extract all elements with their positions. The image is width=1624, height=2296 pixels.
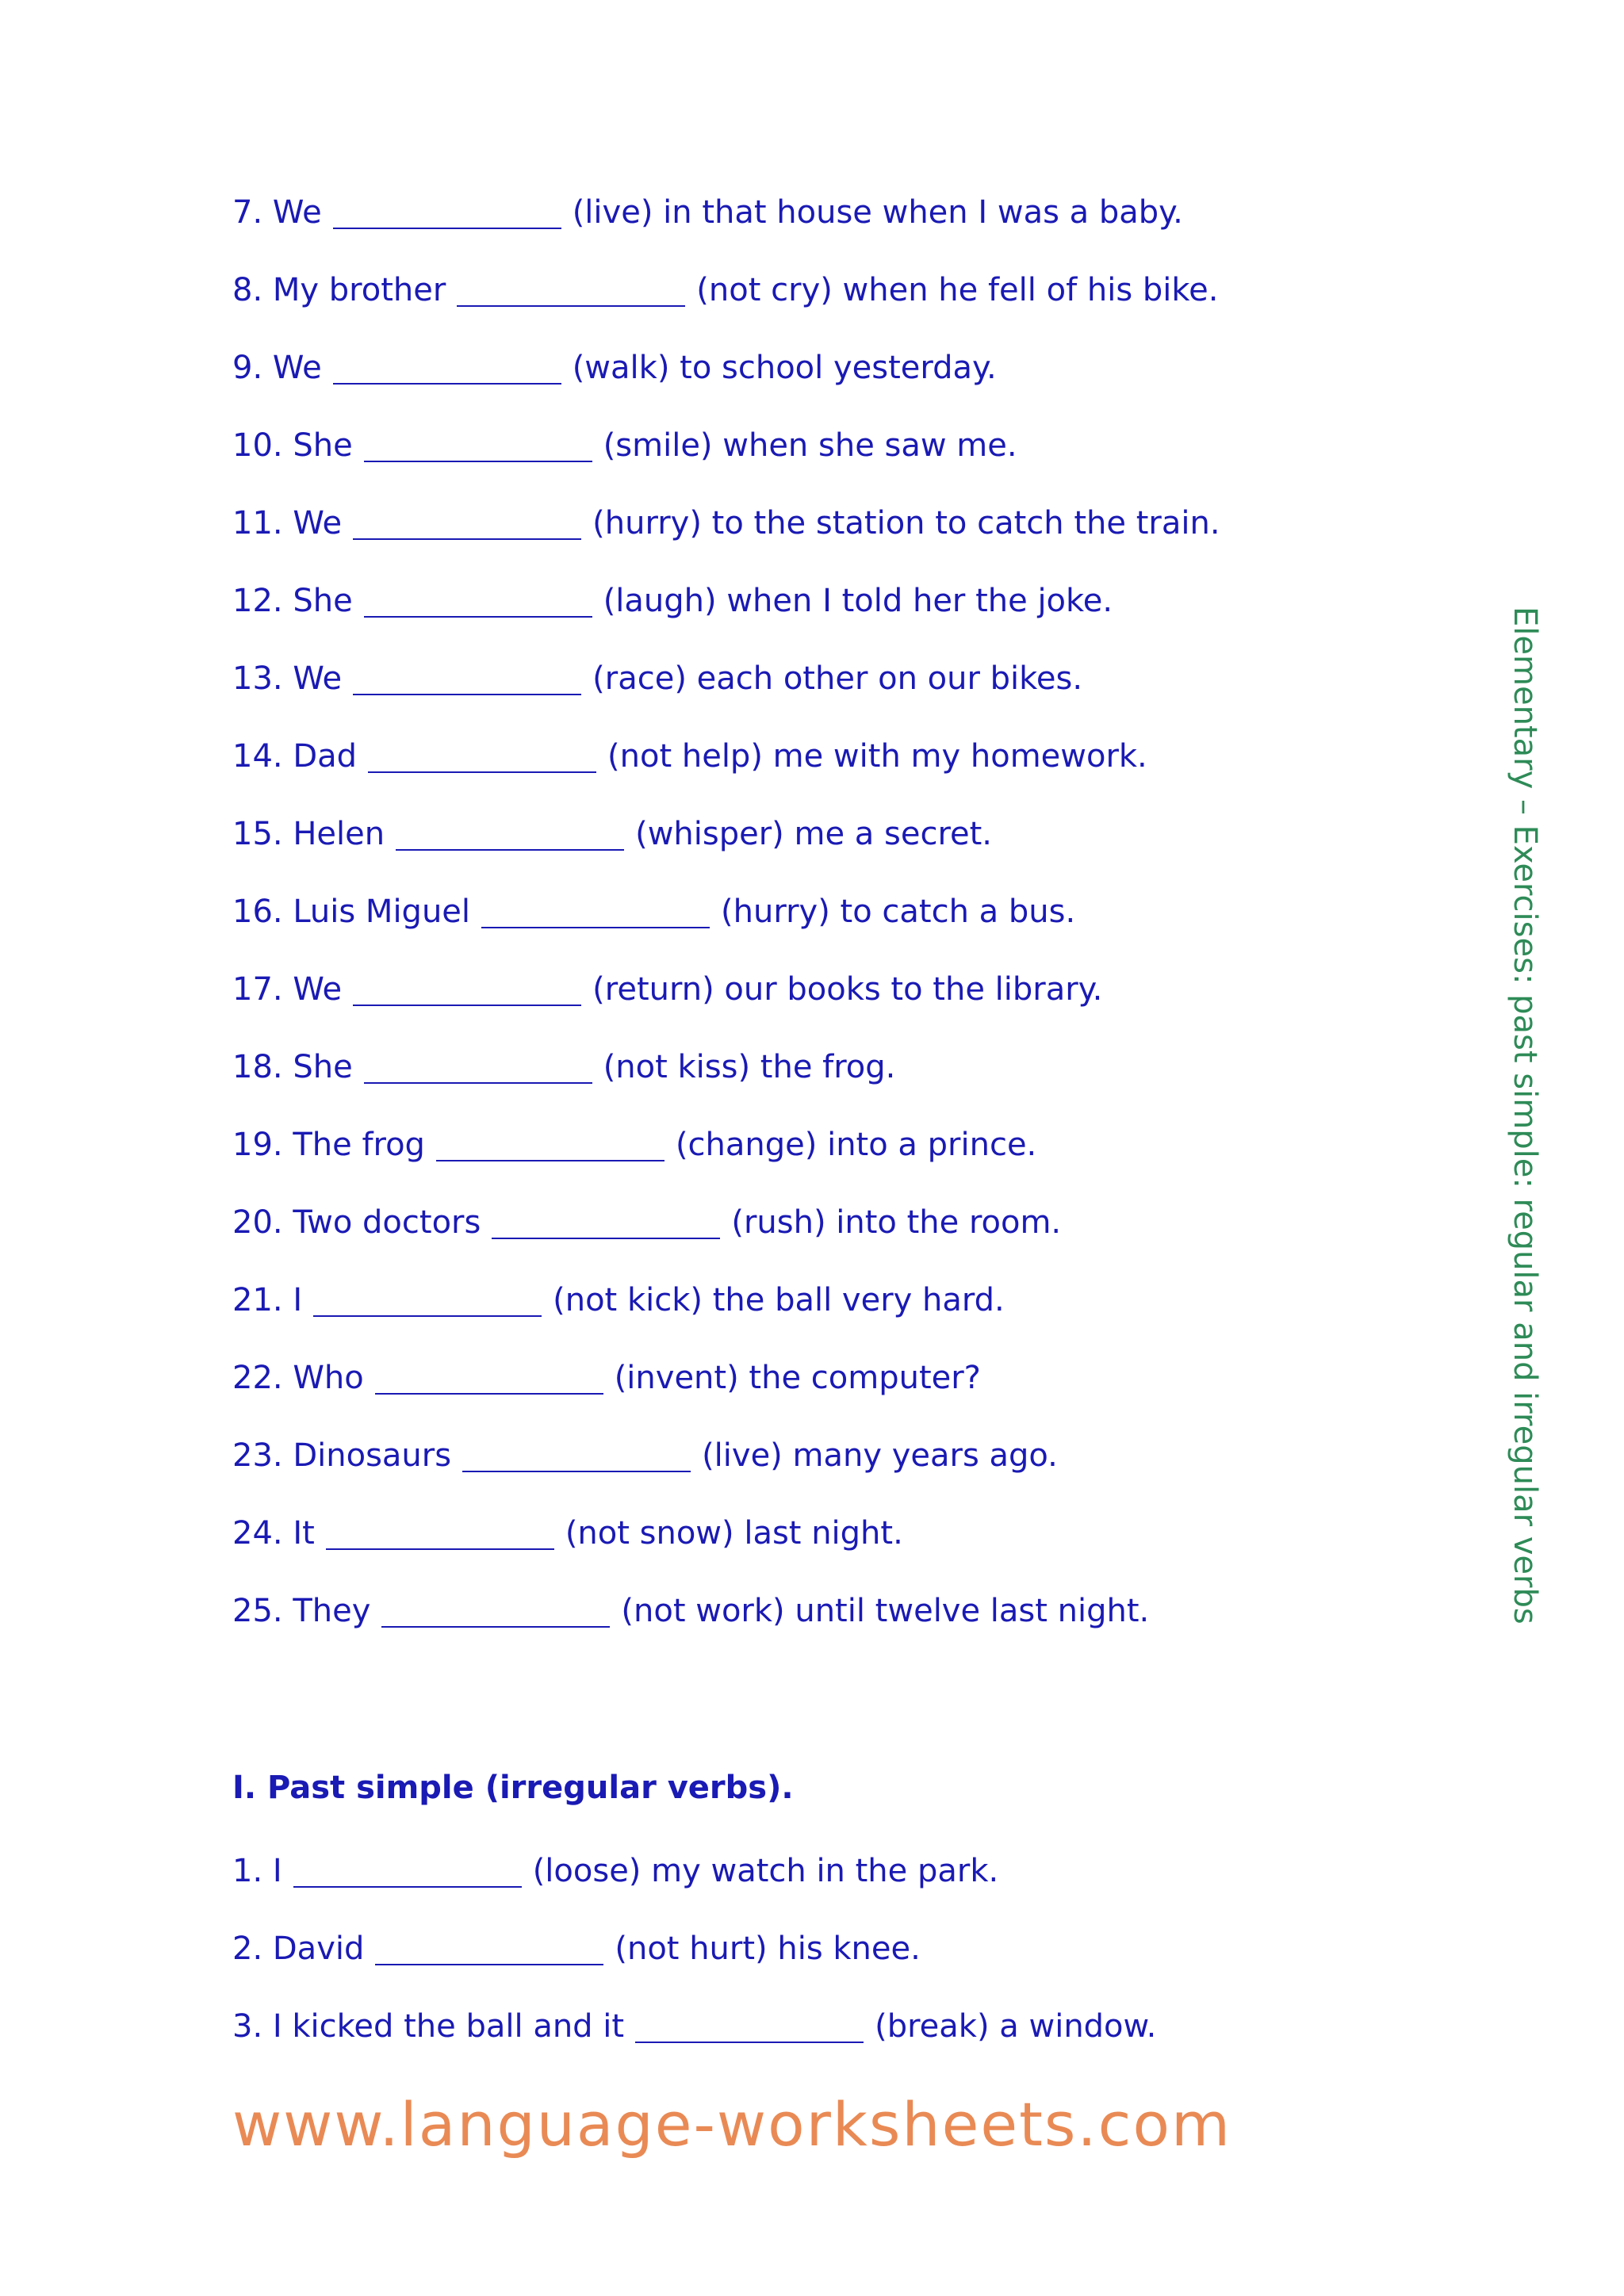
exercise-prompt: 14. Dad: [232, 738, 358, 775]
answer-blank[interactable]: [635, 2011, 864, 2043]
exercise-prompt: 15. Helen: [232, 816, 385, 852]
exercise-item: [232, 1510, 903, 1557]
exercise-item: [232, 1432, 1058, 1479]
exercise-prompt: 16. Luis Miguel: [232, 894, 471, 930]
exercise-hint: (not cry) when he fell of his bike.: [696, 272, 1219, 308]
exercise-hint: (smile) when she saw me.: [603, 427, 1017, 464]
answer-blank[interactable]: [462, 1441, 691, 1472]
answer-blank[interactable]: [364, 1052, 592, 1084]
exercise-item: [232, 189, 1183, 236]
answer-blank[interactable]: [333, 197, 561, 229]
exercise-item: [232, 1925, 921, 1973]
exercise-hint: (return) our books to the library.: [592, 971, 1103, 1008]
exercise-item: [232, 810, 992, 858]
answer-blank[interactable]: [396, 819, 624, 851]
exercise-prompt: 20. Two doctors: [232, 1204, 481, 1241]
exercise-item: [232, 655, 1082, 702]
exercise-hint: (loose) my watch in the park.: [532, 1853, 999, 1889]
exercise-hint: (break) a window.: [875, 2008, 1157, 2045]
exercise-prompt: 10. She: [232, 427, 353, 464]
exercise-prompt: 24. It: [232, 1515, 315, 1552]
answer-blank[interactable]: [375, 1363, 603, 1395]
exercise-hint: (hurry) to the station to catch the train.: [592, 505, 1220, 541]
exercise-prompt: 11. We: [232, 505, 343, 541]
exercise-hint: (live) many years ago.: [702, 1437, 1058, 1474]
exercise-item: [232, 966, 1102, 1013]
answer-blank[interactable]: [293, 1856, 522, 1888]
exercise-item: [232, 1276, 1005, 1324]
exercise-hint: (not work) until twelve last night.: [621, 1593, 1150, 1629]
answer-blank[interactable]: [313, 1285, 542, 1317]
exercise-item: [232, 422, 1017, 469]
exercise-hint: (not snow) last night.: [565, 1515, 903, 1552]
answer-blank[interactable]: [353, 508, 581, 540]
exercise-hint: (race) each other on our bikes.: [592, 660, 1083, 697]
exercise-prompt: 19. The frog: [232, 1127, 425, 1163]
exercise-item: [232, 1847, 998, 1895]
exercise-prompt: 25. They: [232, 1593, 371, 1629]
answer-blank[interactable]: [368, 741, 596, 773]
exercise-item: [232, 1121, 1036, 1169]
exercise-prompt: 13. We: [232, 660, 343, 697]
exercise-item: [232, 344, 997, 392]
exercise-prompt: 1. I: [232, 1853, 282, 1889]
answer-blank[interactable]: [353, 664, 581, 695]
exercise-item: [232, 499, 1220, 547]
answer-blank[interactable]: [381, 1596, 610, 1628]
exercise-prompt: 12. She: [232, 583, 353, 619]
exercise-item: [232, 2003, 1156, 2050]
answer-blank[interactable]: [492, 1207, 720, 1239]
exercise-item: [232, 1354, 981, 1402]
exercise-item: [232, 1043, 895, 1091]
side-title-text: Elementary – Exercises: past simple: regular and irregular verbs: [1507, 607, 1543, 1624]
section-title: I. Past simple (irregular verbs).: [232, 1770, 794, 1806]
exercise-hint: (laugh) when I told her the joke.: [603, 583, 1113, 619]
answer-blank[interactable]: [333, 353, 561, 385]
exercise-hint: (not kiss) the frog.: [603, 1049, 896, 1085]
answer-blank[interactable]: [375, 1934, 603, 1965]
exercise-hint: (rush) into the room.: [731, 1204, 1062, 1241]
footer-website-url: www.language-worksheets.com: [232, 2089, 1231, 2160]
exercise-item: [232, 1587, 1149, 1635]
answer-blank[interactable]: [364, 430, 592, 462]
exercise-prompt: 18. She: [232, 1049, 353, 1085]
exercise-item: [232, 1199, 1061, 1246]
answer-blank[interactable]: [364, 586, 592, 618]
exercise-prompt: 2. David: [232, 1931, 365, 1967]
answer-blank[interactable]: [436, 1130, 665, 1161]
exercise-prompt: 22. Who: [232, 1360, 364, 1396]
answer-blank[interactable]: [326, 1518, 554, 1550]
exercise-prompt: 21. I: [232, 1282, 303, 1318]
exercise-item: [232, 266, 1218, 314]
exercise-prompt: 9. We: [232, 350, 322, 386]
exercise-hint: (not kick) the ball very hard.: [553, 1282, 1005, 1318]
exercise-prompt: 17. We: [232, 971, 343, 1008]
exercise-item: [232, 733, 1147, 780]
answer-blank[interactable]: [353, 974, 581, 1006]
exercise-hint: (change) into a prince.: [675, 1127, 1037, 1163]
exercise-hint: (not hurt) his knee.: [615, 1931, 921, 1967]
answer-blank[interactable]: [481, 897, 710, 928]
exercise-hint: (walk) to school yesterday.: [572, 350, 997, 386]
exercise-item: [232, 577, 1113, 625]
exercise-item: [232, 888, 1075, 936]
exercise-hint: (hurry) to catch a bus.: [721, 894, 1076, 930]
exercise-hint: (whisper) me a secret.: [635, 816, 993, 852]
exercise-hint: (live) in that house when I was a baby.: [572, 194, 1183, 231]
exercise-prompt: 8. My brother: [232, 272, 446, 308]
exercise-prompt: 3. I kicked the ball and it: [232, 2008, 625, 2045]
exercise-hint: (invent) the computer?: [614, 1360, 981, 1396]
exercise-prompt: 23. Dinosaurs: [232, 1437, 452, 1474]
answer-blank[interactable]: [457, 275, 685, 307]
exercise-prompt: 7. We: [232, 194, 322, 231]
exercise-hint: (not help) me with my homework.: [607, 738, 1147, 775]
